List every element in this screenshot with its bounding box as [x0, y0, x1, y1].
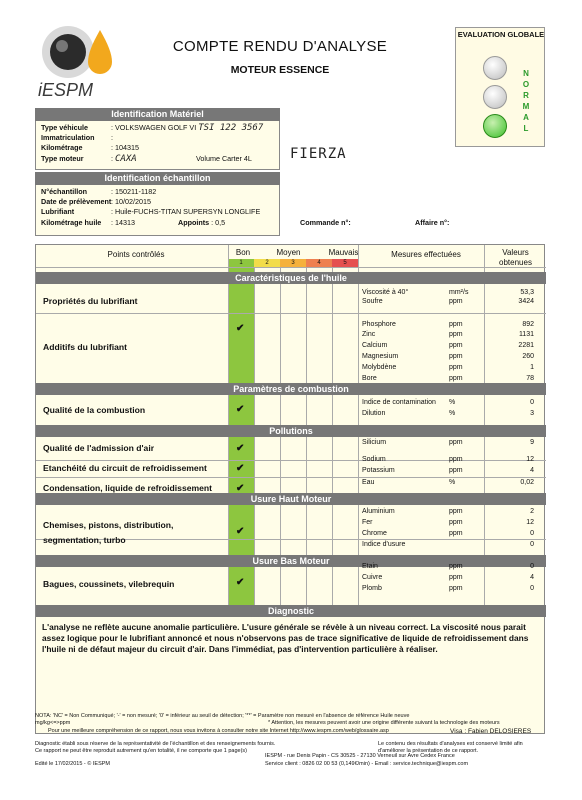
- measure-value: 78: [526, 375, 534, 382]
- global-evaluation-panel: [455, 27, 545, 147]
- footer-note4: Pour une meilleure compréhension de ce rapport, nous vous invitons à consulter notre site Internet http://www.iespm.com/web/glossaire.asp: [48, 728, 389, 734]
- measure-name: Sodium: [362, 456, 386, 463]
- label-bearings: Bagues, coussinets, vilebrequin: [43, 579, 175, 589]
- section-oil: Caractéristiques de l'huile: [36, 272, 546, 284]
- measure-value: 3424: [518, 298, 534, 305]
- sample-title: Identification échantillon: [35, 172, 280, 185]
- label-cooling-seal: Etanchéité du circuit de refroidissement: [43, 463, 207, 473]
- measure-name: Dilution: [362, 410, 386, 417]
- measure-value: 53,3: [520, 289, 534, 296]
- footer-note1: NOTA: 'NC' = Non Communiqué; '-' = non mesuré; '0' = inférieur au seuil de détection; '**' = Paramètre non mesuré en l'absence de référence Huile neuve: [35, 713, 410, 719]
- registration: Immatriculation :: [41, 133, 113, 142]
- sample-date: Date de prélèvement: 10/02/2015: [41, 197, 151, 206]
- case-number: Affaire n°:: [415, 218, 450, 227]
- measure-unit: ppm: [449, 530, 463, 537]
- label-turbo: segmentation, turbo: [43, 535, 126, 545]
- measure-name: Magnesium: [362, 353, 399, 360]
- footer-address: IESPM - rue Denis Papin - CS 30525 - 27130 Verneuil sur Avre Cedex France: [265, 753, 455, 759]
- measure-unit: mm²/s: [449, 289, 469, 296]
- measure-name: Bore: [362, 375, 377, 382]
- footer-visa: Visa : Fabien DELOSIERES: [450, 728, 532, 735]
- report-title: COMPTE RENDU D'ANALYSE: [172, 38, 388, 55]
- measure-name: Chrome: [362, 530, 387, 537]
- svg-text:iESPM: iESPM: [38, 80, 94, 100]
- footer-service: Service client : 0826 02 00 53 (0,149€/min) - Email : service.technique@iespm.com: [265, 761, 469, 767]
- measure-unit: ppm: [449, 298, 463, 305]
- measure-unit: ppm: [449, 467, 463, 474]
- measure-unit: ppm: [449, 508, 463, 515]
- section-combustion: Paramètres de combustion: [36, 383, 546, 395]
- orange-light-icon: [483, 85, 507, 109]
- mileage: Kilométrage : 104315: [41, 143, 139, 152]
- handwritten-note: FIERZA: [290, 146, 347, 162]
- measure-unit: ppm: [449, 364, 463, 371]
- measure-unit: %: [449, 410, 456, 417]
- diagnostic-text: L'analyse ne reflète aucune anomalie particulière. L'usure générale se révèle à un niveau correct. La viscosité nous parait assez logique pour le lubrifiant annoncé et nous n'observons pas de trace significative de liquide de refroidissement dans l'huile ni de défaut majeur du circuit d'air. Dans l'immédiat, pas d'intervention particulière à réaliser.: [42, 622, 529, 654]
- measure-value: 0: [530, 399, 534, 406]
- measure-unit: %: [449, 479, 456, 486]
- scale-3: 3: [280, 259, 306, 267]
- measure-value: 0: [530, 530, 534, 537]
- section-upper-wear: Usure Haut Moteur: [36, 493, 546, 505]
- scale-2: 2: [254, 259, 280, 267]
- measure-name: Fer: [362, 519, 373, 526]
- measure-unit: ppm: [449, 519, 463, 526]
- col-mesures: Mesures effectuées: [391, 250, 461, 259]
- measure-name: Etain: [362, 563, 378, 570]
- evaluation-title: EVALUATION GLOBALE: [457, 30, 545, 39]
- measure-value: 9: [530, 439, 534, 446]
- iespm-logo: [30, 22, 125, 102]
- measure-value: 1: [530, 364, 534, 371]
- measure-value: 12: [526, 519, 534, 526]
- measure-name: Eau: [362, 479, 375, 486]
- footer-diag2: Ce rapport ne peut être reproduit autrement qu'en totalité, il ne comporte que 1 page(s): [35, 748, 248, 754]
- measure-name: Molybdène: [362, 364, 397, 371]
- measure-name: Potassium: [362, 467, 395, 474]
- measure-value: 2: [530, 508, 534, 515]
- measure-value: 4: [530, 467, 534, 474]
- material-title: Identification Matériel: [35, 108, 280, 121]
- lubricant: Lubrifiant : Huile-FUCHS-TITAN SUPERSYN LONGLIFE: [41, 207, 261, 216]
- check-icon: ✔: [236, 483, 245, 494]
- measure-value: 4: [530, 574, 534, 581]
- measure-unit: ppm: [449, 439, 463, 446]
- label-pistons: Chemises, pistons, distribution,: [43, 520, 174, 530]
- measure-unit: ppm: [449, 331, 463, 338]
- measure-unit: ppm: [449, 321, 463, 328]
- measure-name: Plomb: [362, 585, 382, 592]
- check-icon: ✔: [236, 526, 245, 537]
- check-icon: ✔: [236, 443, 245, 454]
- measure-name: Aluminium: [362, 508, 395, 515]
- measure-value: 0: [530, 541, 534, 548]
- check-icon: ✔: [236, 404, 245, 415]
- measure-value: 2281: [518, 342, 534, 349]
- col-valeurs: Valeurs obtenues: [499, 248, 532, 267]
- measure-name: Zinc: [362, 331, 376, 338]
- evaluation-status: N O R M A L: [522, 69, 530, 133]
- appoints: Appoints : 0,5: [178, 218, 226, 227]
- measure-value: 0: [530, 563, 534, 570]
- col-moyen: Moyen: [276, 248, 301, 257]
- measure-value: 0,02: [520, 479, 534, 486]
- section-diagnostic: Diagnostic: [36, 605, 546, 617]
- report-subtitle: MOTEUR ESSENCE: [230, 64, 330, 76]
- measure-name: Cuivre: [362, 574, 383, 581]
- measure-unit: ppm: [449, 353, 463, 360]
- red-light-icon: [483, 56, 507, 80]
- measure-value: 3: [530, 410, 534, 417]
- col-mauvais: Mauvais: [328, 248, 359, 257]
- footer-right1: Le contenu des résultats d'analyses est conservé limité afin: [378, 741, 523, 747]
- measure-name: Phosphore: [362, 321, 396, 328]
- measure-name: Silicium: [362, 439, 387, 446]
- measure-unit: ppm: [449, 563, 463, 570]
- label-additives: Additifs du lubrifiant: [43, 342, 128, 352]
- col-points: Points contrôlés: [107, 250, 165, 259]
- measure-unit: %: [449, 399, 456, 406]
- footer-diag1: Diagnostic établi sous réserve de la représentativité de l'échantillon et des renseignements fournis.: [35, 741, 276, 747]
- measure-name: Indice d'usure: [362, 541, 406, 548]
- footer-edit: Edité le 17/02/2015 - © IESPM: [35, 761, 110, 767]
- measure-value: 12: [526, 456, 534, 463]
- footer-note2: mg/kg<=>ppm: [35, 720, 71, 726]
- green-light-icon: [483, 114, 507, 138]
- col-bon: Bon: [235, 248, 251, 257]
- order-number: Commande n°:: [300, 218, 351, 227]
- measure-name: Indice de contamination: [362, 399, 436, 406]
- section-pollution: Pollutions: [36, 425, 546, 437]
- label-combustion: Qualité de la combustion: [43, 405, 146, 415]
- measure-unit: ppm: [449, 574, 463, 581]
- label-lubricant-props: Propriétés du lubrifiant: [43, 296, 138, 306]
- measure-value: 892: [522, 321, 534, 328]
- scale-1: 1: [228, 259, 254, 267]
- measure-value: 1131: [518, 331, 534, 338]
- measure-name: Viscosité à 40°: [362, 289, 409, 296]
- oil-mileage: Kilométrage huile : 14313: [41, 218, 135, 227]
- measure-unit: ppm: [449, 585, 463, 592]
- measure-value: 260: [522, 353, 534, 360]
- measure-unit: ppm: [449, 342, 463, 349]
- measure-value: 0: [530, 585, 534, 592]
- scale-5: 5: [332, 259, 358, 267]
- section-lower-wear: Usure Bas Moteur: [36, 555, 546, 567]
- measure-unit: ppm: [449, 456, 463, 463]
- measure-unit: ppm: [449, 375, 463, 382]
- check-icon: ✔: [236, 463, 245, 474]
- engine-type: Type moteur : CAXA: [41, 154, 137, 164]
- scale-4: 4: [306, 259, 332, 267]
- footer-note3: * Attention, les mesures peuvent avoir une origine différente suivant la technologie des moteurs: [268, 720, 500, 726]
- results-table: [35, 244, 545, 734]
- carter-volume: Volume Carter 4L: [196, 154, 252, 163]
- sample-number: N°échantillon : 150211-1182: [41, 187, 157, 196]
- check-icon: ✔: [236, 323, 245, 334]
- label-condensation: Condensation, liquide de refroidissement: [43, 483, 213, 493]
- measure-name: Calcium: [362, 342, 388, 349]
- measure-name: Soufre: [362, 298, 383, 305]
- label-air-intake: Qualité de l'admission d'air: [43, 443, 155, 453]
- check-icon: ✔: [236, 577, 245, 588]
- vehicle-type: Type véhicule : VOLKSWAGEN GOLF VI TSI 122 3567: [41, 123, 264, 133]
- footer-right2: d'améliorer la présentation de ce rapport.: [378, 748, 479, 754]
